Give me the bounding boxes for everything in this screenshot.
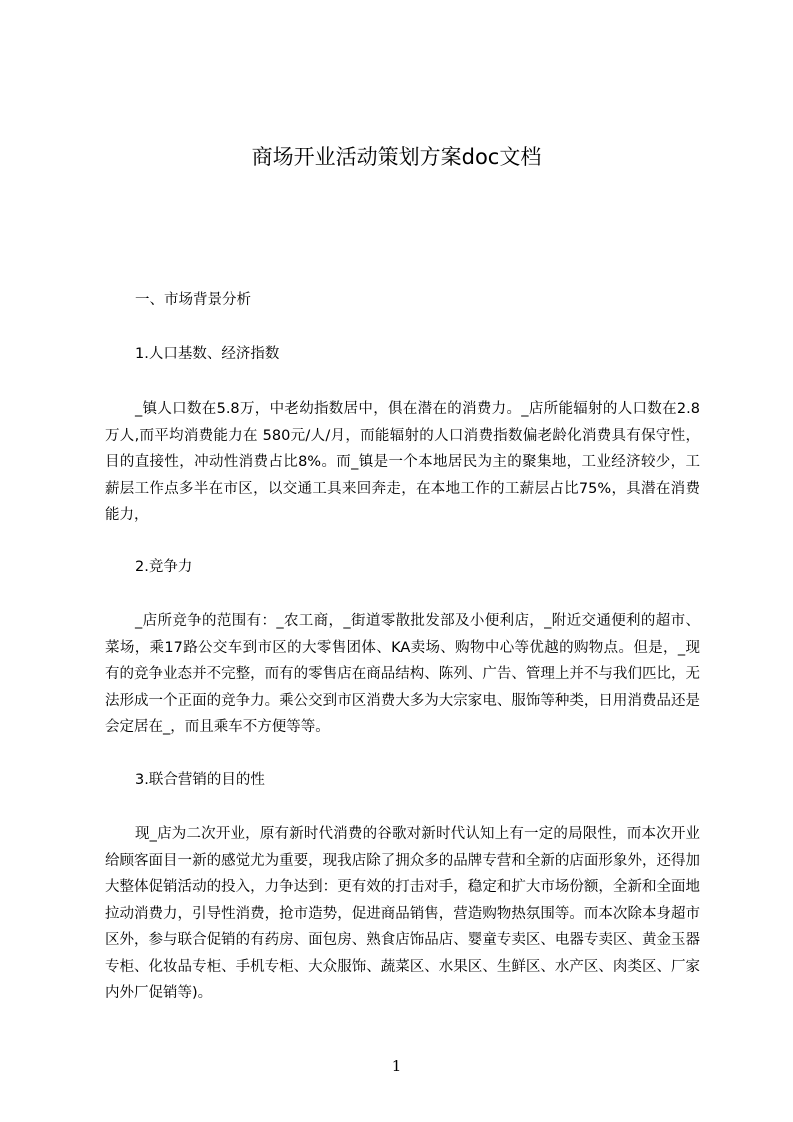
- subheading-joint-marketing: 3.联合营销的目的性: [135, 772, 265, 788]
- paragraph-competition: _店所竞争的范围有：_农工商，_街道零散批发部及小便利店，_附近交通便利的超市、菜场，乘17路公交车到市区的大零售团体、KA卖场、购物中心等优越的购物点。但是，_现有的竞争业态并不完整，而有的零售店在商品结构、陈列、广告、管理上并不与我们匹比，无法形成一个正面的竞争力。乘公交到市区消费大多为大宗家电、服饰等种类，日用消费品还是会定居在_，而且乘车不方便等等。: [105, 613, 700, 735]
- subheading-population-economy: 1.人口基数、经济指数: [135, 346, 280, 362]
- page-number: 1: [391, 1057, 402, 1075]
- paragraph-joint-marketing: 现_店为二次开业，原有新时代消费的谷歌对新时代认知上有一定的局限性，而本次开业给顾客面目一新的感觉尤为重要，现我店除了拥众多的品牌专营和全新的店面形象外，还得加大整体促销活动的投入，力争达到：更有效的打击对手，稳定和扩大市场份额，全新和全面地拉动消费力，引导性消费，抢市造势，促进商品销售，营造购物热氛围等。而本次除本身超市区外，参与联合促销的有药房、面包房、熟食店饰品店、婴童专卖区、电器专卖区、黄金玉器专柜、化妆品专柜、手机专柜、大众服饰、蔬菜区、水果区、生鲜区、水产区、肉类区、厂家内外厂促销等)。: [105, 826, 700, 1001]
- subheading-competition: 2.竞争力: [135, 559, 193, 575]
- paragraph-population-economy: _镇人口数在5.8万，中老幼指数居中，俱在潜在的消费力。_店所能辐射的人口数在2.8万人,而平均消费能力在 580元/人/月，而能辐射的人口消费指数偏老龄化消费具有保守性，目的直接性，冲动性消费占比8%。而_镇是一个本地居民为主的聚集地，工业经济较少，工薪层工作点多半在市区，以交通工具来回奔走，在本地工作的工薪层占比75%，具潜在消费能力，: [105, 401, 700, 523]
- document-title: 商场开业活动策划方案doc文档: [251, 145, 542, 169]
- section-heading-market-analysis: 一、市场背景分析: [135, 292, 251, 308]
